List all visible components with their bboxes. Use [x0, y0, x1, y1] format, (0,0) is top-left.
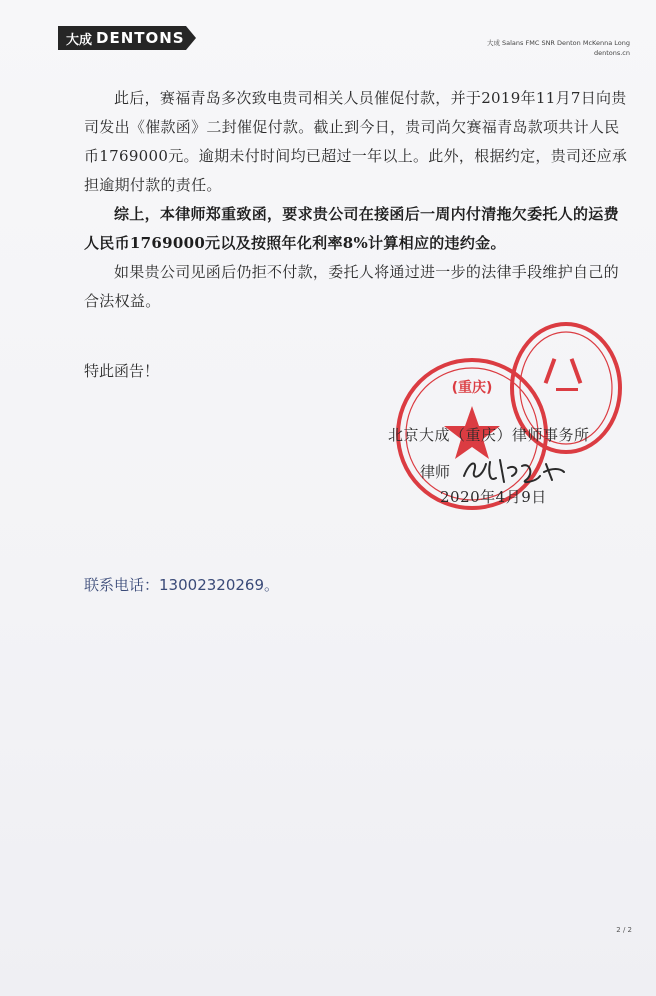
- paragraph-1: 此后，赛福青岛多次致电贵司相关人员催促付款，并于2019年11月7日向贵司发出《催款函》二封催促付款。截止到今日，贵司尚欠赛福青岛款项共计人民币1769000元。逾期未付时间均已超过一年以上。此外，根据约定，贵司还应承担逾期付款的责任。: [84, 89, 628, 194]
- signature-firm: 北京大成（重庆）律师事务所: [388, 426, 590, 444]
- seal-text-top: 重庆: [458, 380, 486, 396]
- header-firm-info: [487, 38, 630, 58]
- letter-body: [84, 84, 632, 316]
- header-website: dentons.cn: [593, 49, 630, 57]
- paragraph-2: 综上，本律师郑重致函，要求贵公司在接函后一周内付清拖欠委托人的运费人民币1769000元以及按照年化利率8%计算相应的违约金。: [84, 205, 619, 252]
- contact-label: 联系电话：: [84, 576, 160, 594]
- page-number: 2 / 2: [616, 926, 632, 934]
- signature-date: 2020年4月9日: [440, 488, 547, 506]
- dentons-logo: [58, 26, 196, 50]
- signature-lawyer-label: 律师: [420, 462, 451, 481]
- paragraph-3: 如果贵公司见函后仍拒不付款，委托人将通过进一步的法律手段维护自己的合法权益。: [84, 263, 619, 310]
- header-firm-line: 大成 Salans FMC SNR Denton McKenna Long: [486, 39, 630, 47]
- contact-line: [84, 574, 279, 595]
- contact-phone: 13002320269。: [159, 576, 279, 594]
- handwritten-signature: [460, 454, 570, 488]
- closing-line: 特此函告！: [84, 362, 160, 380]
- logo-en: DENTONS: [96, 29, 185, 47]
- svg-text:(重庆): (重庆): [451, 380, 493, 396]
- logo-cn: 大成: [66, 32, 93, 48]
- signature-lawyer-row: [420, 454, 570, 488]
